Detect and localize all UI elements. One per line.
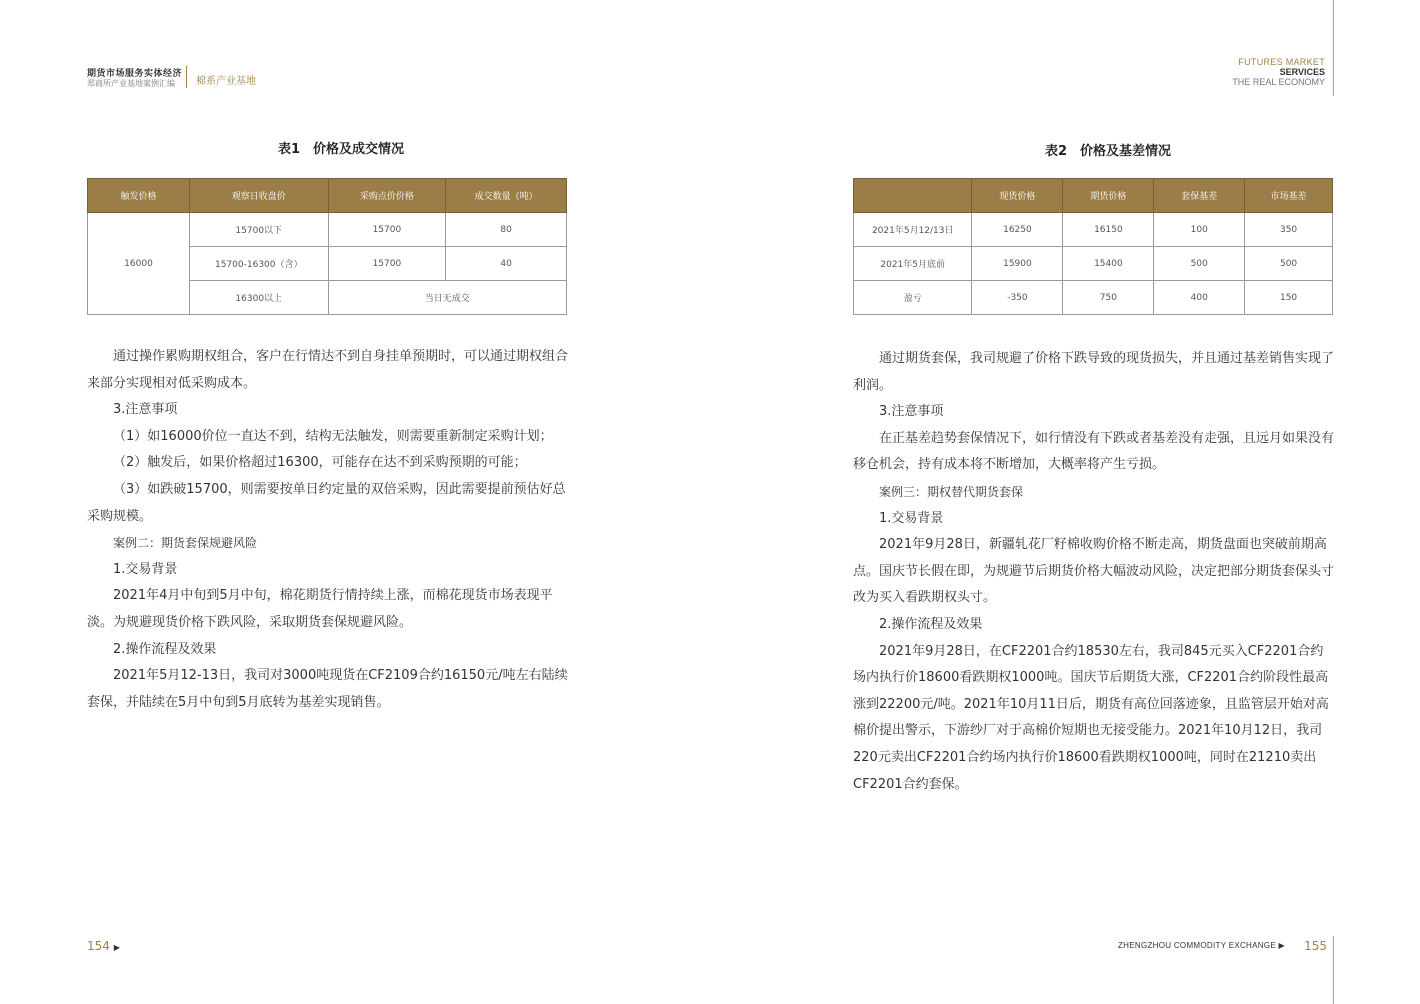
- page-number: 154: [87, 939, 110, 953]
- publication-title: 期货市场服务实体经济: [87, 69, 183, 79]
- table-cell: 750: [1063, 281, 1154, 315]
- case-heading: 案例三：期权替代期货套保: [879, 484, 1024, 499]
- table1-caption: 表1 价格及成交情况: [278, 142, 405, 157]
- table-row: [854, 247, 1333, 281]
- header-divider: [186, 66, 187, 88]
- case-heading: 案例二：期货套保规避风险: [113, 536, 258, 551]
- table-cell: 15400: [1063, 247, 1154, 281]
- page-number-left: [87, 939, 120, 953]
- table-cell: 40: [446, 247, 567, 281]
- table-cell: 500: [1245, 247, 1333, 281]
- table2: [853, 178, 1333, 315]
- table2-header: 市场基差: [1245, 179, 1333, 213]
- paragraph: 在正基差趋势套保情况下，如行情没有下跌或者基差没有走强，且远月如果没有移仓机会，持有成本将不断增加，大概率将产生亏损。: [853, 430, 1335, 473]
- subheading: 1.交易背景: [879, 510, 944, 526]
- publication-subtitle: 郑商所产业基地案例汇编: [87, 79, 175, 88]
- table1: [87, 178, 567, 315]
- table-cell: 15700-16300（含）: [189, 247, 328, 281]
- table-cell: 500: [1154, 247, 1245, 281]
- paragraph: 2021年9月28日，在CF2201合约18530左右，我司845元买入CF2201合约场内执行价18600看跌期权1000吨。国庆节后期货大涨，CF2201合约阶段性最高涨到22200元/吨。2021年10月11日后，期货有高位回落迹象，且监管层开始对高棉价提出警示，下游纱厂对于高棉价短期也无接受能力。2021年10月12日，我司220元卖出CF2201合约场内执行价18600看跌期权1000吨，同时在21210卖出CF2201合约套保。: [853, 643, 1329, 792]
- table-cell: 350: [1245, 213, 1333, 247]
- table-row: [88, 213, 567, 247]
- page-number-right: 155: [1304, 939, 1327, 953]
- table-cell: 16250: [972, 213, 1063, 247]
- right-body-text: [853, 346, 1335, 798]
- table-cell: 盈亏: [854, 281, 972, 315]
- table2-header: [854, 179, 972, 213]
- table-cell: 15700: [328, 213, 446, 247]
- table-cell: 150: [1245, 281, 1333, 315]
- table-cell: 2021年5月12/13日: [854, 213, 972, 247]
- table1-header: 观察日收盘价: [189, 179, 328, 213]
- list-item: （3）如跌破15700，则需要按单日约定量的双倍采购，因此需要提前预估好总采购规模。: [87, 481, 566, 524]
- subheading: 3.注意事项: [879, 404, 944, 420]
- paragraph: 2021年9月28日，新疆轧花厂籽棉收购价格不断走高，期货盘面也突破前期高点。国庆节长假在即，为规避节后期货价格大幅波动风险，决定把部分期货套保头寸改为买入看跌期权头寸。: [853, 537, 1335, 606]
- table2-header: 现货价格: [972, 179, 1063, 213]
- table1-header: 采购点价价格: [328, 179, 446, 213]
- paragraph: 通过操作累购期权组合，客户在行情达不到自身挂单预期时，可以通过期权组合来部分实现相对低采购成本。: [87, 349, 569, 391]
- paragraph: 2021年5月12-13日，我司对3000吨现货在CF2109合约16150元/吨左右陆续套保，并陆续在5月中旬到5月底转为基差实现销售。: [87, 668, 568, 710]
- paragraph: 通过期货套保，我司规避了价格下跌导致的现货损失，并且通过基差销售实现了利润。: [853, 351, 1335, 393]
- table-row: [854, 281, 1333, 315]
- header-english-line2: SERVICES: [1279, 67, 1325, 77]
- section-title: 棉系产业基地: [196, 76, 256, 87]
- table-cell: 15700以下: [189, 213, 328, 247]
- table-cell: 16300以上: [189, 281, 328, 315]
- table1-trigger-cell: 16000: [88, 213, 190, 315]
- table-cell: 2021年5月底前: [854, 247, 972, 281]
- table2-caption: 表2 价格及基差情况: [1045, 144, 1172, 159]
- subheading: 2.操作流程及效果: [879, 616, 983, 632]
- exchange-name: ZHENGZHOU COMMODITY EXCHANGE: [1117, 941, 1277, 950]
- table1-header: 成交数量（吨）: [446, 179, 567, 213]
- subheading: 3.注意事项: [113, 402, 178, 418]
- table-row: [854, 213, 1333, 247]
- list-item: （2）触发后，如果价格超过16300，可能存在达不到采购预期的可能；: [113, 455, 527, 471]
- subheading: 2.操作流程及效果: [113, 641, 217, 657]
- table1-header: 触发价格: [88, 179, 190, 213]
- table-cell: 80: [446, 213, 567, 247]
- footer-exchange-label: [1118, 941, 1285, 950]
- table-cell: 15700: [328, 247, 446, 281]
- table2-header: 套保基差: [1154, 179, 1245, 213]
- table-cell: 100: [1154, 213, 1245, 247]
- header-english-line3: THE REAL ECONOMY: [1232, 77, 1325, 87]
- header-vertical-rule: [1333, 0, 1334, 96]
- play-triangle-icon: ▶: [1278, 941, 1285, 950]
- header-english-line1: FUTURES MARKET: [1238, 57, 1325, 67]
- list-item: （1）如16000价位一直达不到，结构无法触发，则需要重新制定采购计划；: [113, 428, 553, 444]
- table-cell: 400: [1154, 281, 1245, 315]
- play-triangle-icon: ▶: [113, 943, 120, 952]
- table-cell-merged: 当日无成交: [328, 281, 567, 315]
- paragraph: 2021年4月中旬到5月中旬，棉花期货行情持续上涨，而棉花现货市场表现平淡。为规避现货价格下跌风险，采取期货套保规避风险。: [87, 588, 553, 630]
- table-cell: 15900: [972, 247, 1063, 281]
- table2-header: 期货价格: [1063, 179, 1154, 213]
- left-body-text: [87, 344, 569, 716]
- table-cell: -350: [972, 281, 1063, 315]
- table-cell: 16150: [1063, 213, 1154, 247]
- subheading: 1.交易背景: [113, 561, 178, 577]
- footer-vertical-rule: [1333, 936, 1334, 1004]
